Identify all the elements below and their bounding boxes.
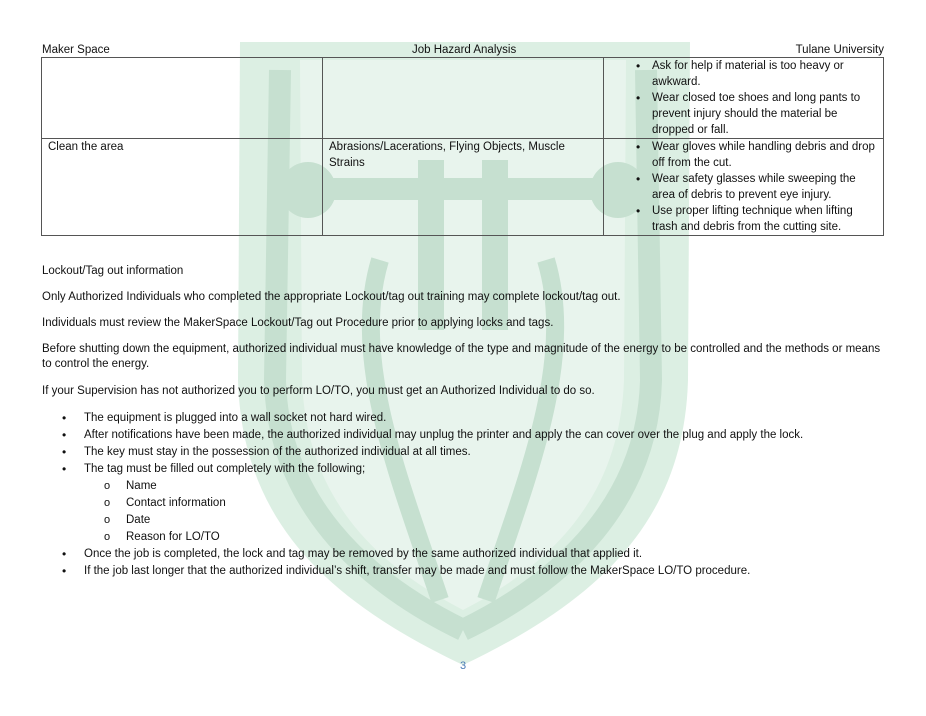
list-item (42, 410, 884, 427)
controls-list (610, 58, 877, 138)
table-row (42, 58, 884, 139)
header-right: Tulane University (795, 44, 884, 56)
sub-list-item: o Contact information (84, 495, 884, 512)
table-row (42, 139, 884, 236)
list-item: • Ask for help if material is too heavy or awkward. (610, 58, 877, 90)
list-item: • Wear safety glasses while sweeping the area of debris to prevent eye injury. (610, 171, 877, 203)
controls-list (610, 139, 877, 235)
header-center: Job Hazard Analysis (412, 44, 517, 56)
list-item (42, 461, 884, 546)
list-item-text: The equipment is plugged into a wall socket not hard wired. (84, 412, 387, 424)
page-header (42, 43, 884, 57)
list-item-text: Once the job is completed, the lock and tag may be removed by the same authorized individual that applied it. (84, 548, 643, 560)
lockout-paragraph: Individuals must review the MakerSpace Lockout/Tag out Procedure prior to applying locks and tags. (42, 317, 554, 329)
hazards-cell (323, 58, 604, 139)
list-item (42, 444, 884, 461)
list-item-text: The key must stay in the possession of the authorized individual at all times. (84, 446, 471, 458)
sub-list-item: o Reason for LO/TO (84, 529, 884, 546)
task-cell (42, 58, 323, 139)
tag-fields-list (84, 478, 884, 546)
lockout-heading: Lockout/Tag out information (42, 265, 184, 277)
hazards-cell: Abrasions/Lacerations, Flying Objects, Muscle Strains (323, 139, 604, 236)
sub-list-item: o Date (84, 512, 884, 529)
lockout-paragraph: Before shutting down the equipment, authorized individual must have knowledge of the type and magnitude of the energy to be controlled and the methods or means to control the energy. (42, 343, 881, 370)
lockout-paragraph: If your Supervision has not authorized you to perform LO/TO, you must get an Authorized Individual to do so. (42, 385, 595, 397)
controls-cell (604, 139, 884, 236)
header-left: Maker Space (42, 44, 110, 56)
controls-cell (604, 58, 884, 139)
job-hazard-table (41, 57, 884, 236)
list-item (42, 546, 884, 563)
list-item: • Use proper lifting technique when lifting trash and debris from the cutting site. (610, 203, 877, 235)
list-item: • Wear gloves while handling debris and drop off from the cut. (610, 139, 877, 171)
page-number: 3 (459, 660, 467, 672)
list-item: • Wear closed toe shoes and long pants to prevent injury should the material be dropped or fall. (610, 90, 877, 138)
list-item-text: The tag must be filled out completely with the following; (84, 463, 366, 475)
list-item (42, 427, 884, 444)
lockout-paragraph: Only Authorized Individuals who completed the appropriate Lockout/tag out training may complete lockout/tag out. (42, 291, 621, 303)
list-item-text: After notifications have been made, the authorized individual may unplug the printer and apply the can cover over the plug and apply the lock. (84, 429, 804, 441)
list-item-text: If the job last longer that the authorized individual’s shift, transfer may be made and must follow the MakerSpace LO/TO procedure. (84, 565, 751, 577)
task-cell: Clean the area (42, 139, 323, 236)
lockout-bullet-list (42, 410, 884, 580)
list-item (42, 563, 884, 580)
sub-list-item: o Name (84, 478, 884, 495)
